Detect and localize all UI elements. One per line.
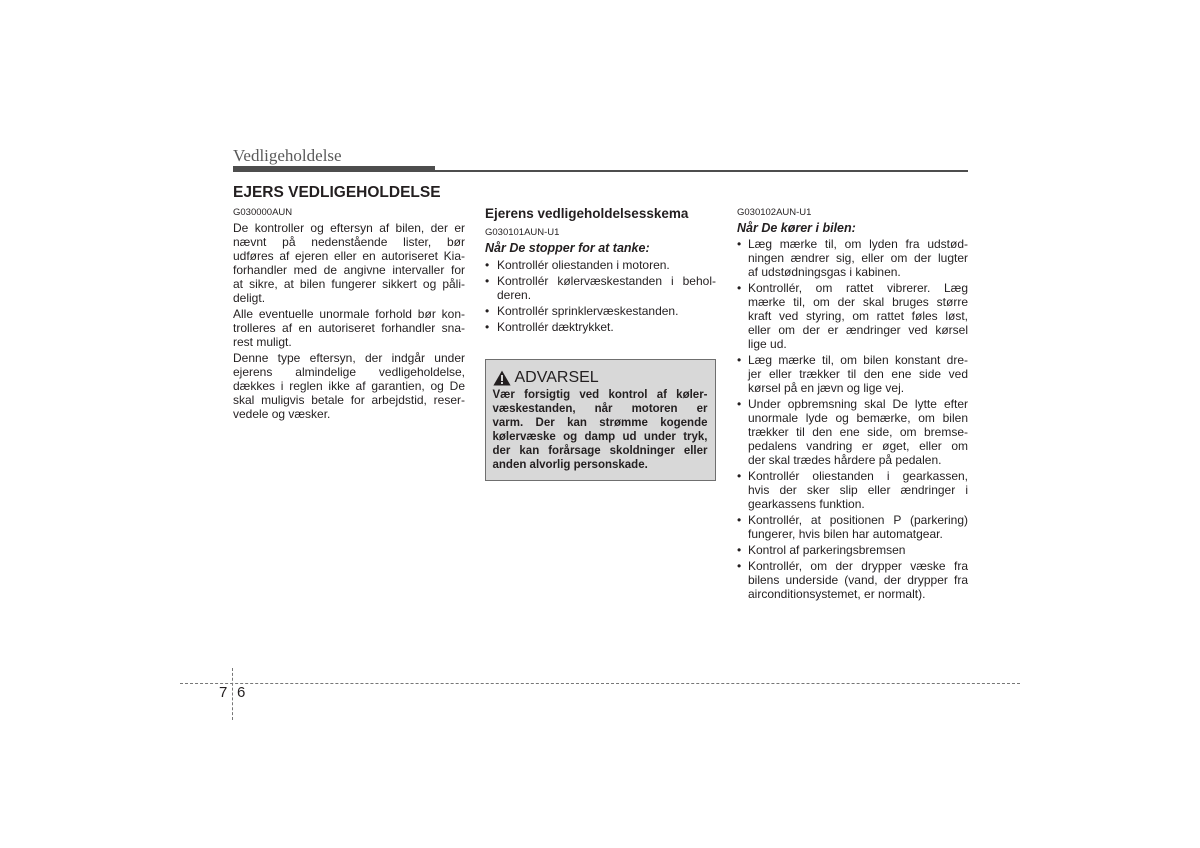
text-line: De kontroller og eftersyn af bilen, der er (233, 221, 465, 235)
subheading: Når De stopper for at tanke: (485, 241, 650, 255)
text-line: ningen ændrer sig, eller om der lugter (748, 251, 968, 265)
list-item (737, 281, 968, 351)
text-line: kørsel på en jævn og lige vej. (748, 381, 905, 395)
text-line: at sikre, at bilen fungerer sikkert og påli- (233, 277, 465, 291)
text-line: Denne type eftersyn, der indgår under (233, 351, 465, 365)
text-line: • Læg mærke til, om lyden fra udstød- (748, 237, 968, 251)
text-line: trolleres af en autoriseret forhandler sna- (233, 321, 465, 335)
text-line: kraft ved styring, om rattet føles løst, (748, 309, 968, 323)
text-line: dækkes i reglen ikke af garantien, og De (233, 379, 465, 393)
text-line: kølervæske og damp ud under tryk, (492, 430, 708, 443)
text-line: • Kontrollér oliestanden i gearkassen, (748, 469, 968, 483)
text-line: rest muligt. (233, 335, 292, 349)
text-line: lige ud. (748, 337, 787, 351)
text-line: • Læg mærke til, om bilen konstant dre- (748, 353, 968, 367)
text-line: nævnt på nedenstående lister, bør (233, 235, 465, 249)
list-item (485, 304, 716, 318)
text-line: skal muligvis betale for arbejdstid, reser- (233, 393, 465, 407)
text-line: • Kontrollér dæktrykket. (497, 320, 614, 334)
text-line: eller om der er ændringer ved kørsel (748, 323, 968, 337)
text-line: fungerer, hvis bilen har automatgear. (748, 527, 943, 541)
text-line: mærke til, om der skal bruges større (748, 295, 968, 309)
list-item (485, 320, 716, 334)
text-line: ejerens almindelige vedligeholdelse, (233, 365, 465, 379)
list-item (737, 237, 968, 279)
chapter-number: 7 (219, 684, 228, 701)
text-line: varm. Der kan strømme kogende (492, 416, 708, 429)
header-bar-thick (233, 166, 435, 172)
text-line: • Kontrollér, om der drypper væske fra (748, 559, 968, 573)
text-line: jer eller trækker til den ene side ved (748, 367, 968, 381)
footer-rule (180, 683, 1020, 684)
section-code: G030000AUN (233, 207, 293, 218)
text-line: deligt. (233, 291, 266, 305)
paragraph (233, 221, 465, 305)
text-line: forhandler med de angivne intervaller for (233, 263, 465, 277)
text-line: airconditionsystemet, er normalt). (748, 587, 926, 601)
text-line: • Kontrollér kølervæskestanden i behol- (497, 274, 716, 288)
text-line: bilens underside (vand, der drypper fra (748, 573, 968, 587)
text-line: • Kontrollér, at positionen P (parkering) (748, 513, 968, 527)
text-line: • Kontrollér, om rattet vibrerer. Læg (748, 281, 968, 295)
column-2-title: Ejerens vedligeholdelsesskema (485, 206, 689, 221)
footer-divider (232, 668, 233, 720)
section-code: G030101AUN-U1 (485, 227, 560, 238)
section-code: G030102AUN-U1 (737, 207, 812, 218)
list-item (737, 397, 968, 467)
text-line: gearkassens funktion. (748, 497, 865, 511)
page-number: 6 (237, 684, 246, 701)
list-item (737, 559, 968, 601)
warning-box (485, 359, 716, 481)
text-line: der skal trædes hårdere på pedalen. (748, 453, 942, 467)
text-line: anden alvorlig personskade. (492, 458, 648, 471)
page-heading: EJERS VEDLIGEHOLDELSE (233, 184, 441, 201)
paragraph (233, 351, 465, 421)
text-line: hvis der sker slip eller ændringer i (748, 483, 968, 497)
list-item (737, 543, 968, 557)
section-title: Vedligeholdelse (233, 146, 342, 165)
paragraph (233, 307, 465, 349)
text-line: udføres af ejeren eller en autoriseret Kia- (233, 249, 465, 263)
text-line: • Kontrol af parkeringsbremsen (748, 543, 906, 557)
text-line: unormale lyde og bemærke, om bilen (748, 411, 968, 425)
text-line: Vær forsigtig ved kontrol af køler- (492, 388, 708, 401)
text-line: deren. (497, 288, 532, 302)
warning-label: ADVARSEL (514, 369, 599, 386)
bullet-list (485, 258, 716, 334)
subheading: Når De kører i bilen: (737, 221, 856, 235)
column-1-body (233, 221, 465, 421)
text-line: vedele og væsker. (233, 407, 331, 421)
list-item (485, 274, 716, 302)
text-line: pedalens vandring er øget, eller om (748, 439, 968, 453)
header-rule (435, 170, 968, 172)
list-item (737, 513, 968, 541)
warning-text (493, 388, 708, 472)
text-line: • Kontrollér sprinklervæskestanden. (497, 304, 679, 318)
bullet-list (737, 237, 968, 601)
text-line: • Kontrollér oliestanden i motoren. (497, 258, 670, 272)
text-line: trækker til den ene side, om bremse- (748, 425, 968, 439)
list-item (737, 353, 968, 395)
text-line: der kan forårsage skoldninger eller (492, 444, 708, 457)
list-item (737, 469, 968, 511)
list-item (485, 258, 716, 272)
text-line: af udstødningsgas i kabinen. (748, 265, 901, 279)
text-line: Alle eventuelle unormale forhold bør kon- (233, 307, 465, 321)
text-line: væskestanden, når motoren er (492, 402, 708, 415)
warning-icon (493, 370, 511, 386)
text-line: • Under opbremsning skal De lytte efter (748, 397, 968, 411)
